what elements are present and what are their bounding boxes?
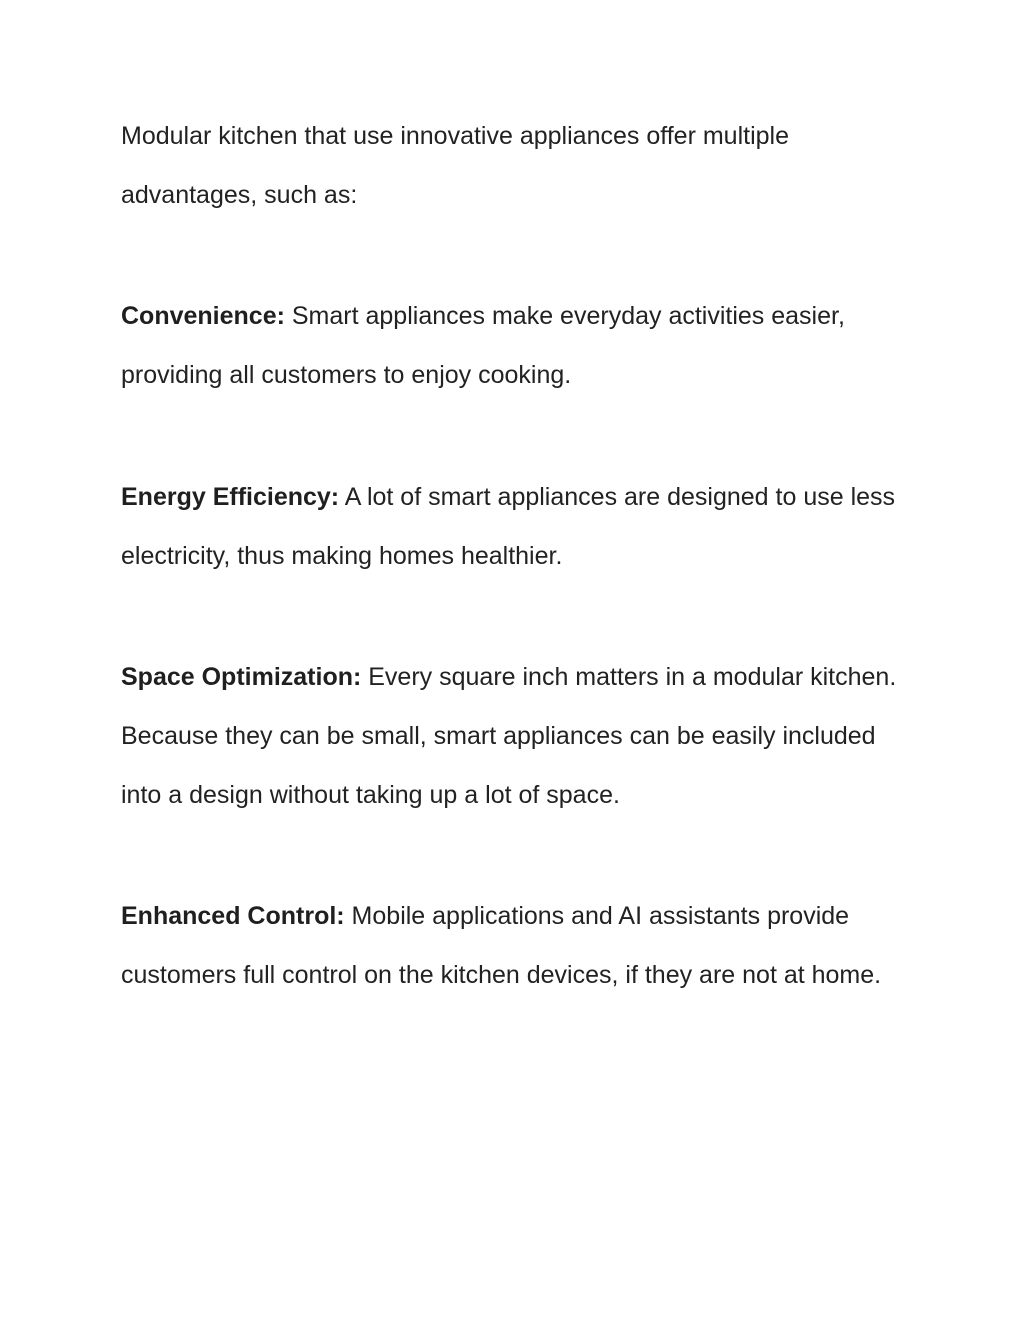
advantage-space-optimization	[121, 648, 921, 824]
advantage-convenience	[121, 287, 921, 404]
advantage-term: Enhanced Control:	[121, 902, 345, 931]
advantage-energy-efficiency	[121, 468, 921, 585]
advantage-term: Convenience:	[121, 302, 285, 331]
advantage-text: Smart appliances make everyday activities easier, providing all customers to enjoy cooking.	[121, 302, 845, 390]
advantage-text: Every square inch matters in a modular kitchen. Because they can be small, smart appliances can be easily included into a design without taking up a lot of space.	[121, 663, 897, 809]
advantage-text: Mobile applications and AI assistants provide customers full control on the kitchen devices, if they are not at home.	[121, 902, 882, 990]
advantage-term: Space Optimization:	[121, 663, 362, 692]
document-page	[121, 107, 921, 1005]
advantage-term: Energy Efficiency:	[121, 482, 340, 511]
advantage-text: A lot of smart appliances are designed to use less electricity, thus making homes healthier.	[121, 482, 896, 570]
advantage-enhanced-control	[121, 887, 921, 1004]
intro-paragraph: Modular kitchen that use innovative appliances offer multiple advantages, such as:	[121, 122, 789, 209]
